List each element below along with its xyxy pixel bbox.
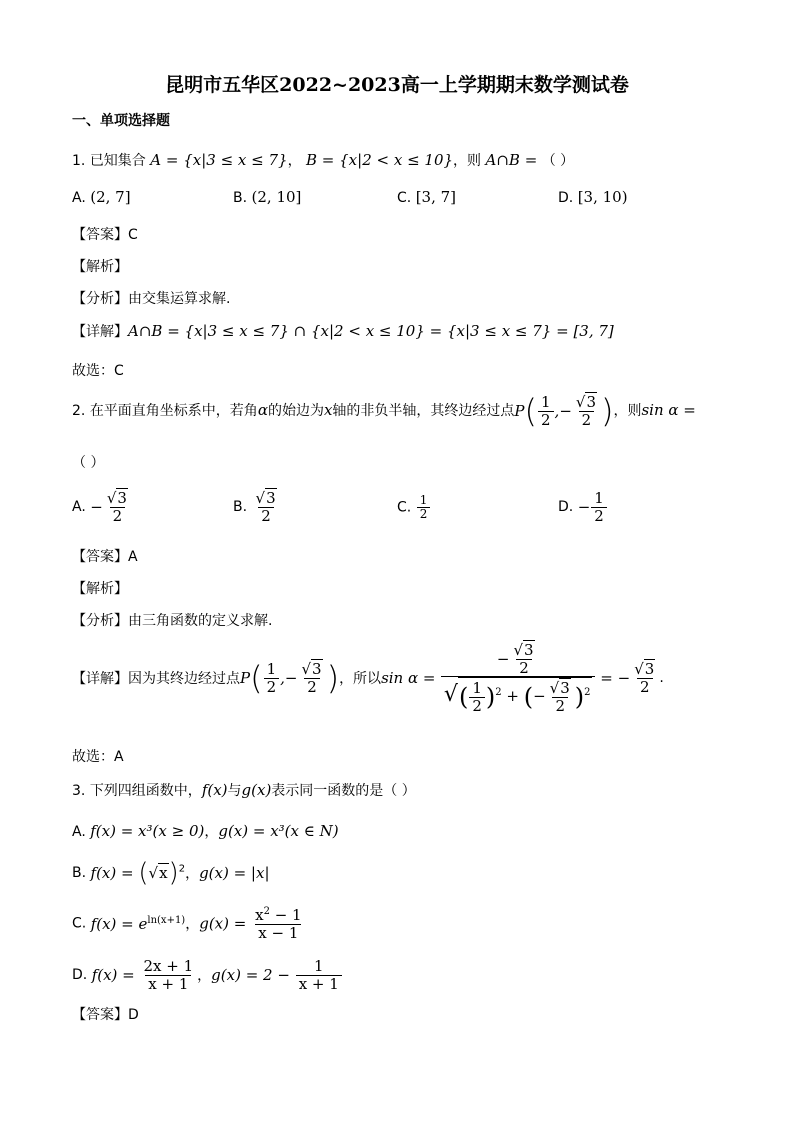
q3-f: f(x) <box>201 781 228 799</box>
q2-option-b: B. $\frac{√3}{2}$ <box>233 489 276 525</box>
q1-stem-text: 已知集合 <box>89 153 146 169</box>
page-title: 昆明市五华区2022~2023高一上学期期末数学测试卷 <box>165 74 629 96</box>
q3-option-c: C. $f(x) = e^{ln(x+1)}$，g(x) = $\frac{x^2 - 1}{x - 1}$ <box>72 906 302 942</box>
q2-stem-text-c: 轴的非负半轴，其终边经过点 <box>332 403 515 419</box>
q1-choose-value: C <box>114 363 124 379</box>
q1-detail-label: 【详解】 <box>72 324 128 340</box>
q3-answer-label: 【答案】 <box>72 1007 128 1023</box>
q1-option-a <box>72 188 131 206</box>
q3-option-d: D. f(x) = $\frac{2x + 1}{x + 1}$ ，g(x) = 2 − $\frac{1}{x + 1}$ <box>72 958 343 992</box>
q3-option-d-label: D. <box>72 967 88 983</box>
q2-answer-label: 【答案】 <box>72 549 128 565</box>
q2-number: 2. <box>72 403 86 419</box>
q1-set-b: B = {x|2 < x ≤ 10} <box>306 151 454 169</box>
q2-sin-alpha: sin α = <box>641 401 696 419</box>
q3-and: 与 <box>227 783 242 799</box>
q2-option-d-label: D. <box>558 499 574 515</box>
q1-expression: A∩B = <box>485 151 538 169</box>
q1-option-b-value: (2, 10] <box>251 188 302 206</box>
q2-option-b-label: B. <box>233 499 248 515</box>
q2-stem-text-a: 在平面直角坐标系中，若角 <box>89 403 258 419</box>
q3-g: g(x) <box>241 781 272 799</box>
q2-fenxi <box>72 610 272 630</box>
q3-option-b-label: B. <box>72 865 87 881</box>
q1-option-c-value: [3, 7] <box>415 188 457 206</box>
q2-alpha: α <box>257 401 268 419</box>
q2-analysis-label: 【解析】 <box>72 581 128 597</box>
q1-set-a: A = {x|3 ≤ x ≤ 7} <box>150 151 288 169</box>
q3-stem-text-b: 表示同一函数的是（ ） <box>271 783 416 799</box>
q2-option-a-label: A. <box>72 499 86 515</box>
q3-answer <box>72 1004 139 1024</box>
q1-option-d <box>558 188 628 206</box>
q3-option-a-f: f(x) = x³(x ≥ 0) <box>90 822 205 840</box>
q2-point-y-frac: $\frac{√3}{2}$ <box>575 393 596 429</box>
q1-stem <box>72 150 574 170</box>
q3-option-a-g: g(x) = x³(x ∈ N) <box>218 822 339 840</box>
q1-fenxi-label: 【分析】 <box>72 291 128 307</box>
q2-point-x-frac: $\frac{1}{2}$ <box>538 394 554 428</box>
q1-option-d-value: [3, 10) <box>577 188 628 206</box>
q3-option-c-label: C. <box>72 915 87 932</box>
q2-fenxi-text: 由三角函数的定义求解. <box>128 613 273 629</box>
q1-detail-math: A∩B = {x|3 ≤ x ≤ 7} ∩ {x|2 < x ≤ 10} = {x|3 ≤ x ≤ 7} = [3, 7] <box>128 322 614 340</box>
q2-detail-big-fraction: − $\frac{√3}{2}$ √( $\frac{1}{2}$ )$^2$ + (− $\frac{√3}{2}$ )$^2$ <box>441 642 595 714</box>
q1-stem-then: ，则 <box>453 153 482 169</box>
q1-detail <box>72 321 614 341</box>
q1-answer-label: 【答案】 <box>72 227 128 243</box>
q1-answer-value: C <box>128 227 138 243</box>
q1-option-c <box>397 188 456 206</box>
q3-stem-text-a: 下列四组函数中， <box>89 783 202 799</box>
q2-answer <box>72 546 138 566</box>
q2-detail: 【详解】因为其终边经过点P( $\frac{1}{2}$ ,− $\frac{√3}{2}$ )，所以sin α = − $\frac{√3}{2}$ √( $\frac{1}{2}$ )$^2$ + (− $\frac{√3}{2}$ )$^2$ = − $\frac{√3}{2}$ . <box>72 641 664 715</box>
q1-choose-label: 故选： <box>72 363 114 379</box>
q3-answer-value: D <box>128 1007 139 1023</box>
q2-fenxi-label: 【分析】 <box>72 613 128 629</box>
q2-choose-label: 故选： <box>72 749 114 765</box>
q3-stem <box>72 780 416 800</box>
q3-number: 3. <box>72 783 86 799</box>
q2-stem-text-d: ，则 <box>613 403 642 419</box>
q1-fenxi-text: 由交集运算求解. <box>128 291 231 307</box>
section-heading: 一、单项选择题 <box>72 113 170 129</box>
q1-option-a-value: (2, 7] <box>90 188 131 206</box>
q1-answer <box>72 224 138 244</box>
q2-option-c: C. $\frac{1}{2}$ <box>397 494 431 521</box>
q1-choose <box>72 360 124 380</box>
q1-option-b-label: B. <box>233 190 248 206</box>
q2-detail-text-b: ，所以 <box>339 671 382 687</box>
q2-point-p: P <box>514 402 525 420</box>
q2-option-d: D. − $\frac{1}{2}$ <box>558 490 608 524</box>
q2-detail-text-a: 因为其终边经过点 <box>128 671 240 687</box>
q2-choose <box>72 746 124 766</box>
q2-answer-value: A <box>128 549 138 565</box>
q1-option-a-label: A. <box>72 190 86 206</box>
q3-option-a-label: A. <box>72 824 86 840</box>
q2-detail-label: 【详解】 <box>72 671 128 687</box>
q3-option-b: B. $f(x) = (√x)^2$，g(x) = |x| <box>72 858 270 888</box>
q3-option-a: A. f(x) = x³(x ≥ 0)，g(x) = x³(x ∈ N) <box>72 822 339 840</box>
q1-option-c-label: C. <box>397 190 412 206</box>
q1-paren: （ ） <box>541 153 575 169</box>
q1-number: 1. <box>72 153 86 169</box>
q2-option-c-label: C. <box>397 499 412 516</box>
q2-option-a: A. − $\frac{√3}{2}$ <box>72 489 127 525</box>
q1-comma: ， <box>287 153 302 169</box>
q2-stem-text-b: 的始边为 <box>267 403 324 419</box>
q1-option-d-label: D. <box>558 190 574 206</box>
q2-x: x <box>323 401 333 419</box>
q2-stem: 2. 在平面直角坐标系中，若角α的始边为x轴的非负半轴，其终边经过点P( $\frac{1}{2}$ ,− $\frac{√3}{2}$ )，则sin α = <box>72 392 696 430</box>
q1-option-b <box>233 188 301 206</box>
q2-paren: （ ） <box>72 455 105 471</box>
q2-choose-value: A <box>114 749 124 765</box>
q1-fenxi <box>72 288 230 308</box>
q1-analysis-label: 【解析】 <box>72 259 128 275</box>
